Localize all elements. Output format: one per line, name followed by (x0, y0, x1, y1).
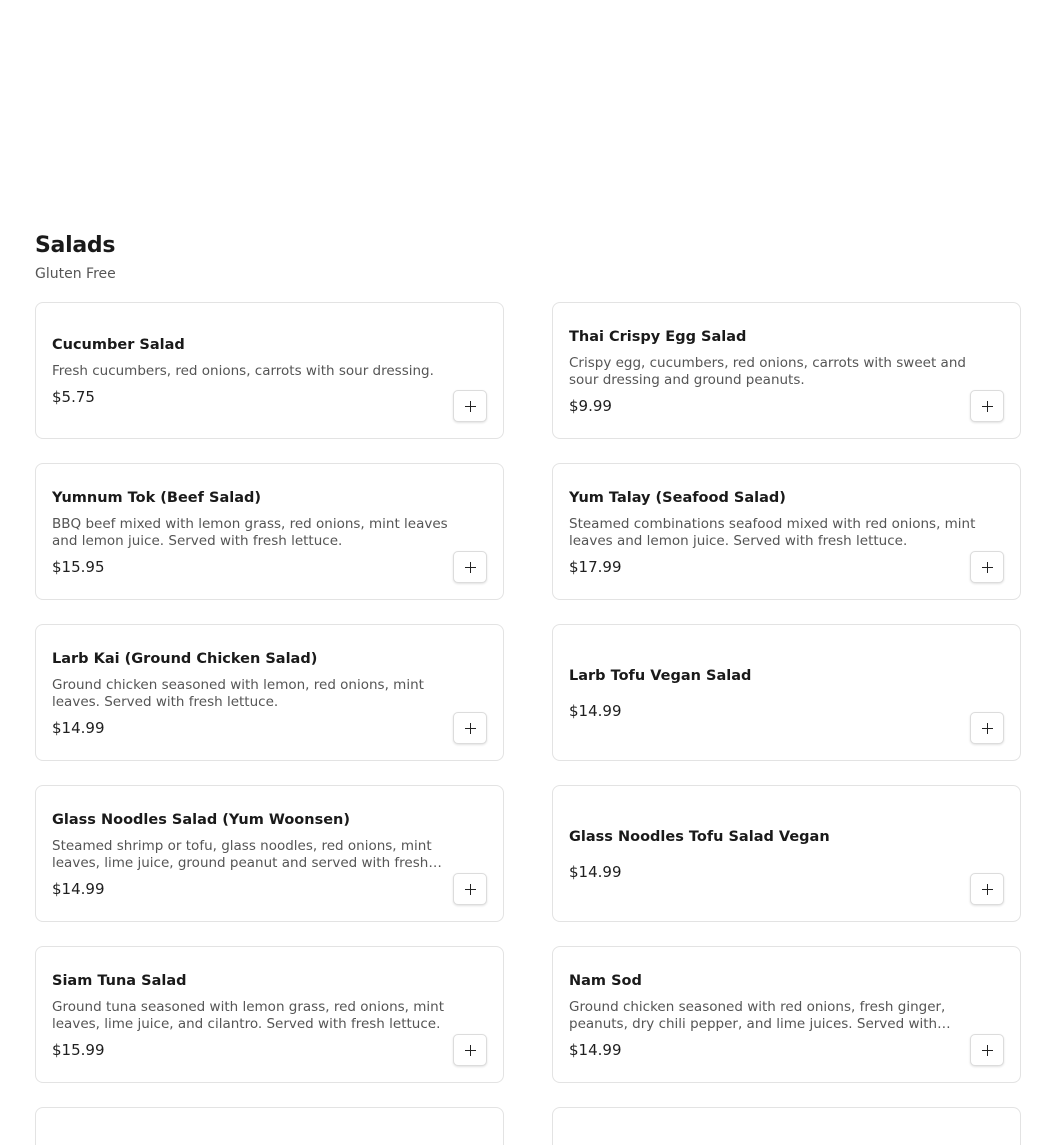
item-description: BBQ beef mixed with lemon grass, red onions, mint leaves and lemon juice. Served with fresh lettuce. (52, 515, 448, 549)
section-header (35, 232, 116, 283)
plus-icon (465, 884, 476, 895)
add-item-button[interactable] (453, 712, 487, 744)
add-item-button[interactable] (453, 1034, 487, 1066)
item-price: $14.99 (52, 718, 105, 737)
add-item-button[interactable] (970, 390, 1004, 422)
plus-icon (465, 1045, 476, 1056)
item-name: Nam Sod (569, 972, 642, 989)
item-name: Glass Noodles Salad (Yum Woonsen) (52, 811, 350, 828)
menu-item-card[interactable] (552, 624, 1021, 761)
item-price: $17.99 (569, 557, 622, 576)
section-subtitle: Gluten Free (35, 266, 116, 282)
plus-icon (982, 401, 993, 412)
item-description: Ground chicken seasoned with lemon, red onions, mint leaves. Served with fresh lettuce. (52, 676, 424, 710)
menu-item-card-partial[interactable] (35, 1107, 504, 1145)
item-price: $5.75 (52, 388, 95, 406)
section-title: Salads (35, 233, 116, 258)
plus-icon (982, 723, 993, 734)
menu-item-card-partial[interactable] (552, 1107, 1021, 1145)
add-item-button[interactable] (970, 551, 1004, 583)
menu-item-card[interactable] (552, 463, 1021, 600)
plus-icon (982, 1045, 993, 1056)
plus-icon (982, 884, 993, 895)
item-name: Siam Tuna Salad (52, 972, 187, 989)
item-price: $14.99 (52, 879, 105, 898)
menu-item-card[interactable] (35, 624, 504, 761)
item-name: Cucumber Salad (52, 337, 185, 353)
item-name: Glass Noodles Tofu Salad Vegan (569, 828, 830, 845)
menu-item-card[interactable] (552, 946, 1021, 1083)
item-name: Larb Kai (Ground Chicken Salad) (52, 650, 318, 667)
item-description: Fresh cucumbers, red onions, carrots with sour dressing. (52, 363, 434, 379)
menu-item-grid (35, 302, 1021, 1145)
item-description: Ground chicken seasoned with red onions, fresh ginger, peanuts, dry chili pepper, and lime juices. Served with (569, 998, 946, 1032)
item-price: $14.99 (569, 862, 622, 881)
add-item-button[interactable] (453, 873, 487, 905)
item-price: $15.99 (52, 1040, 105, 1059)
item-description: Ground tuna seasoned with lemon grass, red onions, mint leaves, lime juice, and cilantro. Served with fresh lettuce. (52, 998, 445, 1032)
item-description: Crispy egg, cucumbers, red onions, carrots with sweet and sour dressing and ground peanuts. (569, 354, 966, 388)
menu-item-card[interactable] (35, 463, 504, 600)
add-item-button[interactable] (453, 390, 487, 422)
menu-item-card[interactable] (552, 785, 1021, 922)
item-price: $9.99 (569, 396, 612, 415)
add-item-button[interactable] (970, 1034, 1004, 1066)
item-price: $14.99 (569, 701, 622, 720)
add-item-button[interactable] (970, 873, 1004, 905)
item-price: $15.95 (52, 557, 105, 576)
plus-icon (982, 562, 993, 573)
add-item-button[interactable] (970, 712, 1004, 744)
item-name: Thai Crispy Egg Salad (569, 328, 747, 345)
item-name: Yum Talay (Seafood Salad) (569, 489, 786, 506)
plus-icon (465, 562, 476, 573)
add-item-button[interactable] (453, 551, 487, 583)
item-name: Larb Tofu Vegan Salad (569, 667, 752, 684)
item-description: Steamed shrimp or tofu, glass noodles, red onions, mint leaves, lime juice, ground peanut and served with fresh… (52, 837, 442, 871)
item-description: Steamed combinations seafood mixed with red onions, mint leaves and lemon juice. Served with fresh lettuce. (569, 515, 976, 549)
menu-item-card[interactable] (35, 946, 504, 1083)
menu-item-card[interactable] (552, 302, 1021, 439)
plus-icon (465, 723, 476, 734)
item-name: Yumnum Tok (Beef Salad) (52, 489, 261, 506)
menu-item-card[interactable] (35, 785, 504, 922)
item-price: $14.99 (569, 1040, 622, 1059)
menu-item-card[interactable] (35, 302, 504, 439)
plus-icon (465, 401, 476, 412)
